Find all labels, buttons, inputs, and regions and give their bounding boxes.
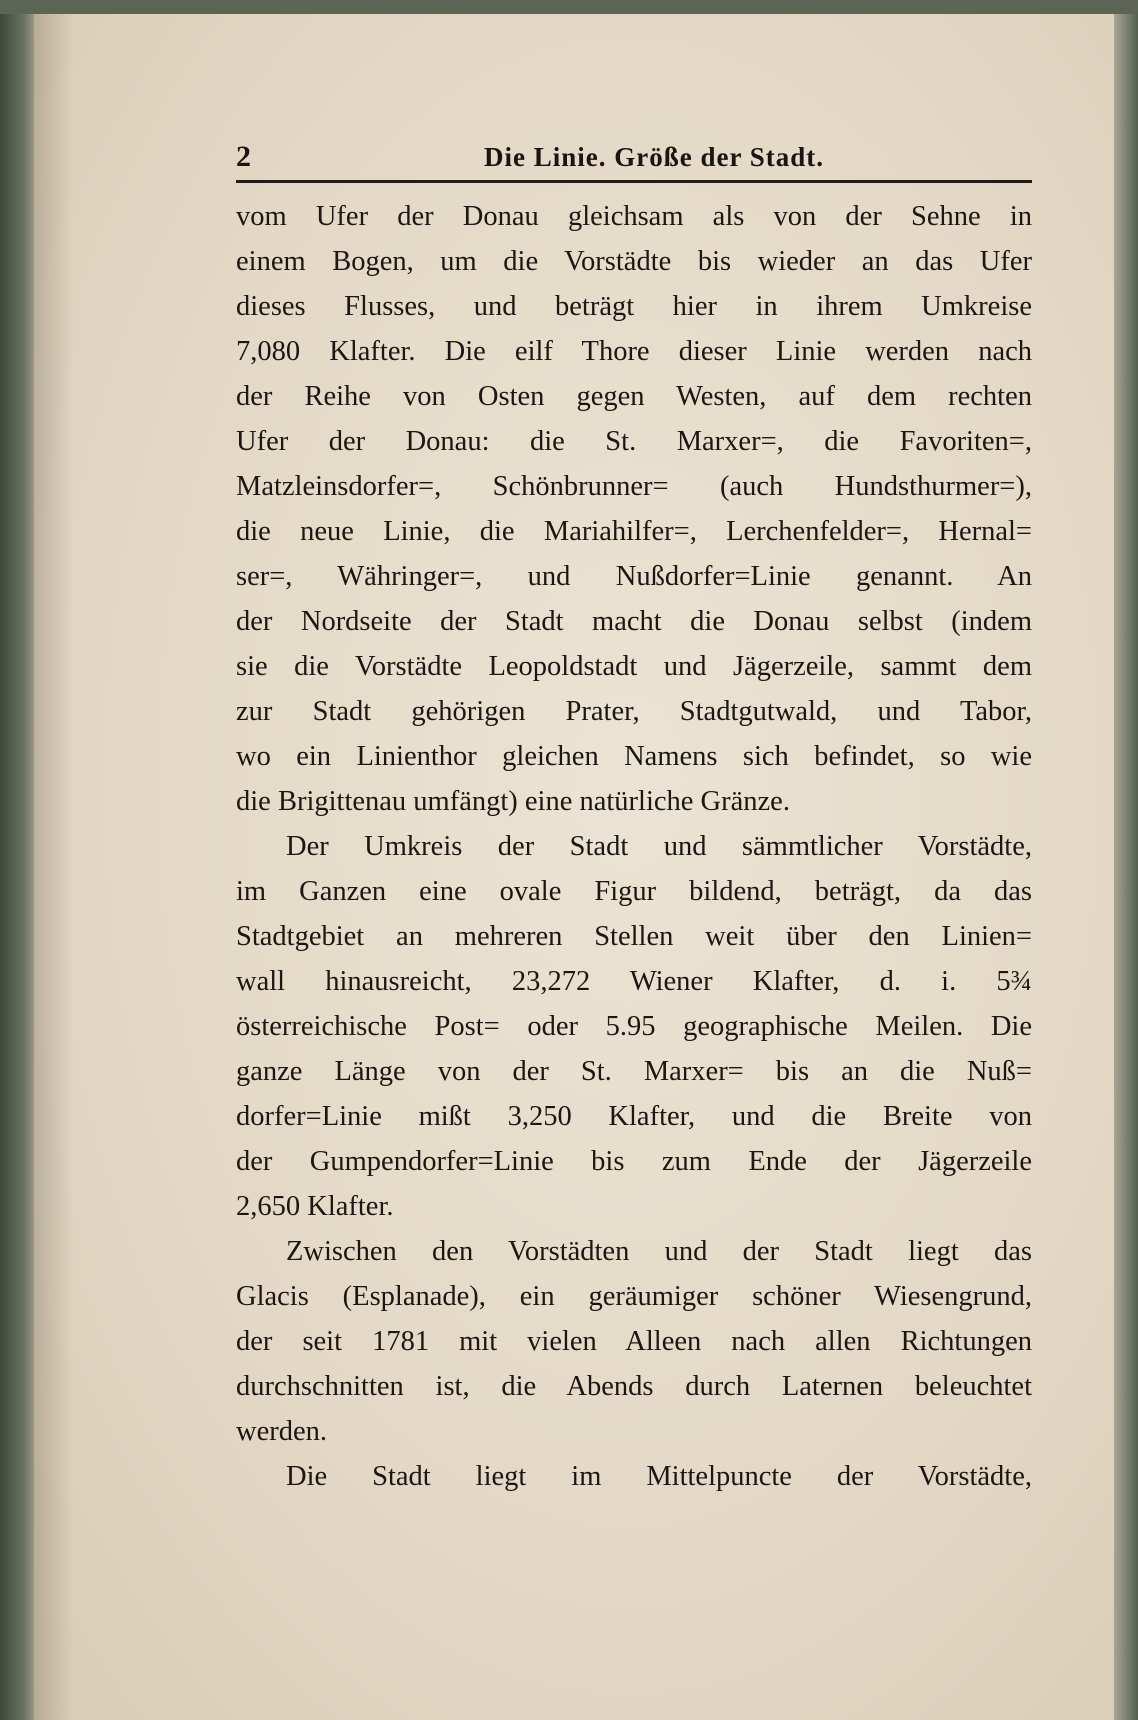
text-line: ganze Länge von der St. Marxer= bis an die Nuß=: [236, 1056, 1032, 1087]
text-line: 7,080 Klafter. Die eilf Thore dieser Linie werden nach: [236, 336, 1032, 367]
page-header: [236, 140, 1032, 176]
book-cover-edge: [1114, 0, 1138, 1720]
text-line: im Ganzen eine ovale Figur bildend, beträgt, da das: [236, 876, 1032, 907]
body-text: [236, 194, 1032, 1499]
text-line: Glacis (Esplanade), ein geräumiger schöner Wiesengrund,: [236, 1281, 1032, 1312]
text-line: Matzleinsdorfer=, Schönbrunner= (auch Hundsthurmer=),: [236, 471, 1032, 502]
text-line: einem Bogen, um die Vorstädte bis wieder an das Ufer: [236, 246, 1032, 277]
text-line: sie die Vorstädte Leopoldstadt und Jägerzeile, sammt dem: [236, 651, 1032, 682]
text-line: 2,650 Klafter.: [236, 1191, 394, 1222]
text-line: Zwischen den Vorstädten und der Stadt liegt das: [286, 1236, 1032, 1267]
text-line: die Brigittenau umfängt) eine natürliche Gränze.: [236, 786, 790, 817]
text-line: wo ein Linienthor gleichen Namens sich befindet, so wie: [236, 741, 1032, 772]
text-line: zur Stadt gehörigen Prater, Stadtgutwald, und Tabor,: [236, 696, 1032, 727]
gutter-shadow: [34, 14, 74, 1720]
text-line: Der Umkreis der Stadt und sämmtlicher Vorstädte,: [286, 831, 1032, 862]
text-line: der seit 1781 mit vielen Alleen nach allen Richtungen: [236, 1326, 1032, 1357]
text-line: dorfer=Linie mißt 3,250 Klafter, und die Breite von: [236, 1101, 1032, 1132]
page-number: 2: [236, 140, 251, 173]
text-line: der Gumpendorfer=Linie bis zum Ende der Jägerzeile: [236, 1146, 1032, 1177]
text-line: durchschnitten ist, die Abends durch Laternen beleuchtet: [236, 1371, 1032, 1402]
text-line: der Reihe von Osten gegen Westen, auf dem rechten: [236, 381, 1032, 412]
text-line: Die Stadt liegt im Mittelpuncte der Vorstädte,: [286, 1461, 1032, 1492]
header-rule: [236, 180, 1032, 183]
text-line: vom Ufer der Donau gleichsam als von der Sehne in: [236, 201, 1032, 232]
text-line: Ufer der Donau: die St. Marxer=, die Favoriten=,: [236, 426, 1032, 457]
book-top-edge: [0, 0, 1138, 14]
text-line: der Nordseite der Stadt macht die Donau selbst (indem: [236, 606, 1032, 637]
running-title: Die Linie. Größe der Stadt.: [484, 142, 824, 172]
text-line: dieses Flusses, und beträgt hier in ihrem Umkreise: [236, 291, 1032, 322]
text-line: Stadtgebiet an mehreren Stellen weit über den Linien=: [236, 921, 1032, 952]
text-line: ser=, Währinger=, und Nußdorfer=Linie genannt. An: [236, 561, 1032, 592]
text-line: österreichische Post= oder 5.95 geographische Meilen. Die: [236, 1011, 1032, 1042]
text-line: wall hinausreicht, 23,272 Wiener Klafter, d. i. 5¾: [236, 966, 1032, 997]
book-binding-edge: [0, 0, 34, 1720]
text-line: die neue Linie, die Mariahilfer=, Lerchenfelder=, Hernal=: [236, 516, 1032, 547]
text-line: werden.: [236, 1416, 327, 1447]
